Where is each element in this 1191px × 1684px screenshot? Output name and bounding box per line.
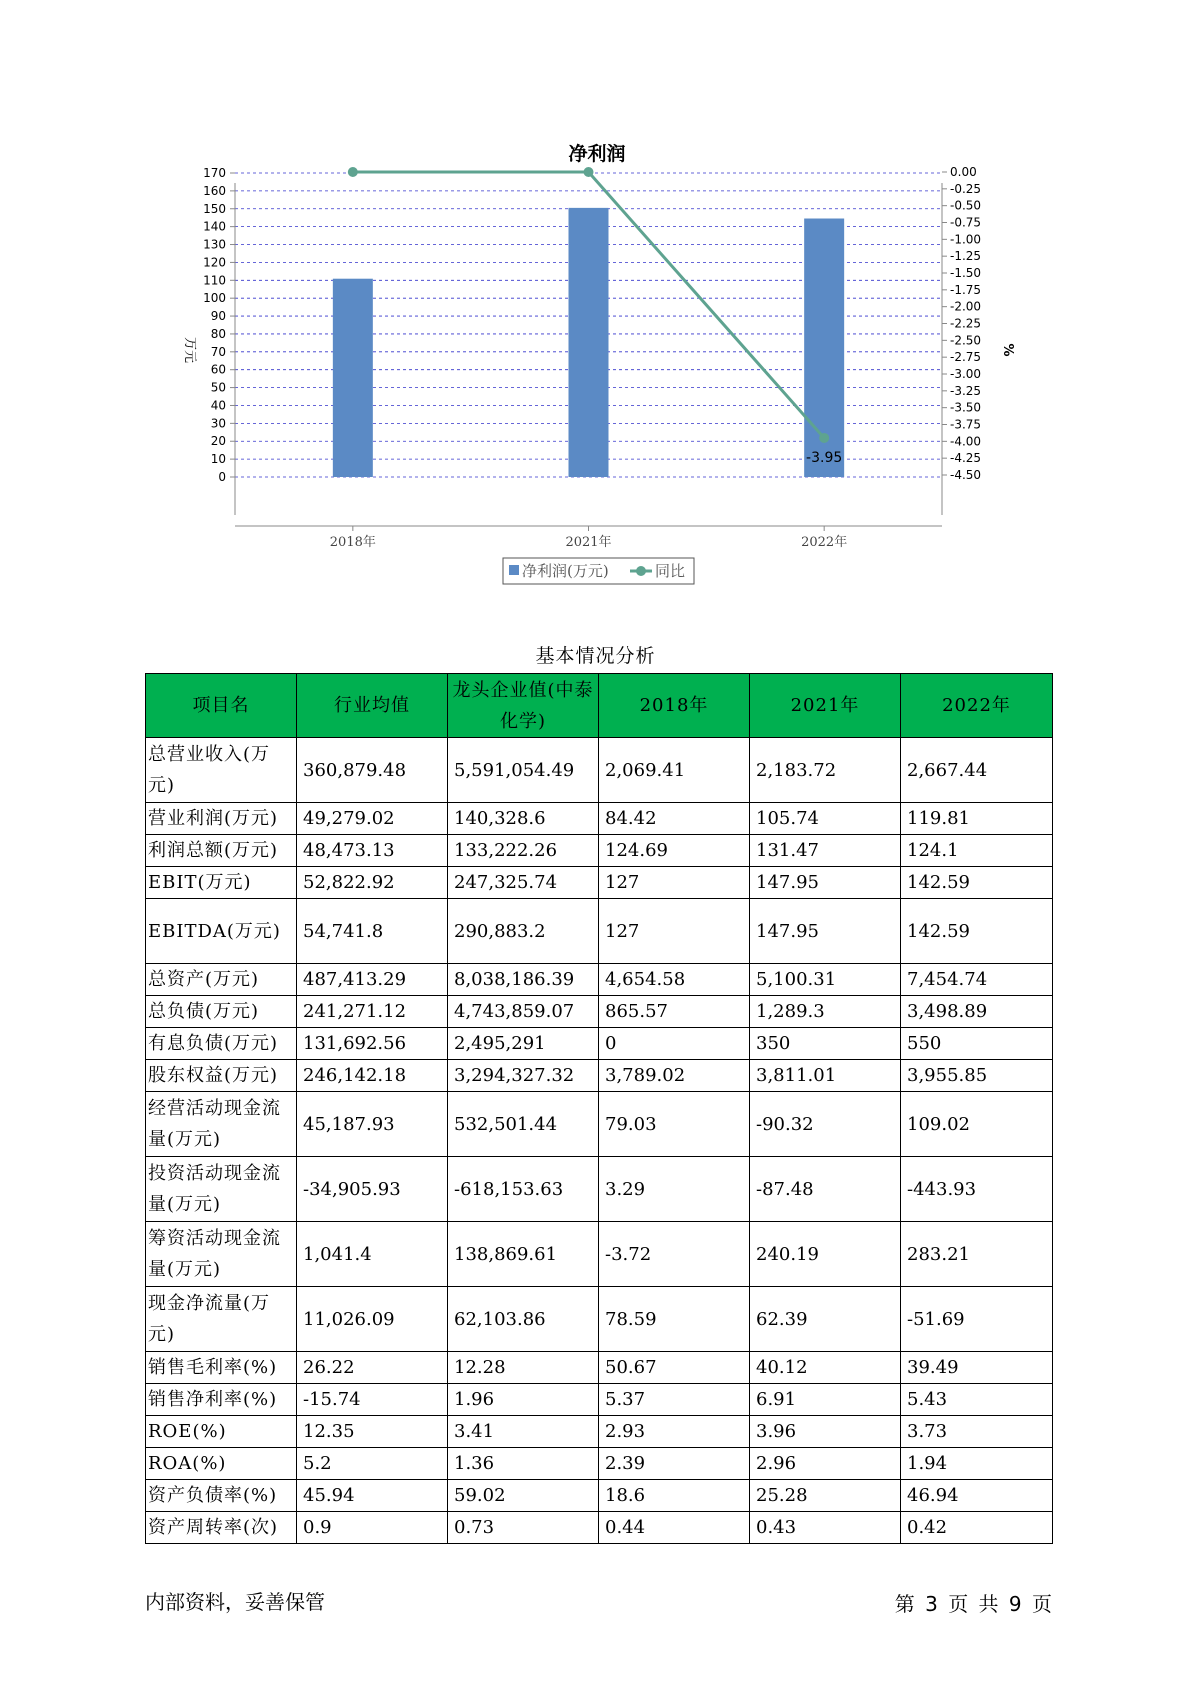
row-label: 销售净利率(%) [146,1384,297,1416]
value-2022: -51.69 [901,1287,1053,1352]
value-2021: 147.95 [750,899,901,964]
value-2021: 6.91 [750,1384,901,1416]
row-label: 销售毛利率(%) [146,1352,297,1384]
footer-page-number: 第 3 页 共 9 页 [894,1592,1052,1616]
table-header-row [146,674,1053,738]
x-tick-label: 2021年 [565,535,612,550]
value-2018: 865.57 [599,996,750,1028]
table-row [146,867,1053,899]
row-label: 营业利润(万元) [146,803,297,835]
leader-value: 3,294,327.32 [448,1060,599,1092]
bar [569,208,609,477]
value-2022: 124.1 [901,835,1053,867]
value-2021: -87.48 [750,1157,901,1222]
y2-tick-label: -3.00 [950,367,982,381]
table-row [146,1480,1053,1512]
leader-value: 5,591,054.49 [448,738,599,803]
value-2022: 2,667.44 [901,738,1053,803]
legend-swatch-marker [636,566,646,576]
leader-value: 59.02 [448,1480,599,1512]
y-tick-label: 40 [210,398,226,413]
value-2021: 2.96 [750,1448,901,1480]
table-row [146,1157,1053,1222]
industry-avg: 48,473.13 [297,835,448,867]
leader-value: 8,038,186.39 [448,964,599,996]
value-2018: 79.03 [599,1092,750,1157]
y2-tick-label: -1.00 [950,232,982,247]
data-labels [806,450,842,466]
y-tick-label: 80 [210,326,226,341]
leader-value: 138,869.61 [448,1222,599,1287]
leader-value: 140,328.6 [448,803,599,835]
value-2022: 109.02 [901,1092,1053,1157]
table-row [146,1287,1053,1352]
industry-avg: 487,413.29 [297,964,448,996]
industry-avg: 45.94 [297,1480,448,1512]
value-2018: 50.67 [599,1352,750,1384]
value-2022: 7,454.74 [901,964,1053,996]
value-2022: 550 [901,1028,1053,1060]
x-axis-ticks [330,526,847,550]
line-point [348,167,358,177]
industry-avg: 49,279.02 [297,803,448,835]
industry-avg: 12.35 [297,1416,448,1448]
y-tick-label: 10 [210,452,226,467]
value-2018: 3,789.02 [599,1060,750,1092]
industry-avg: 45,187.93 [297,1092,448,1157]
y2-tick-label: -0.50 [950,198,982,213]
value-2022: 39.49 [901,1352,1053,1384]
leader-value: -618,153.63 [448,1157,599,1222]
table-body [146,738,1053,1544]
leader-value: 4,743,859.07 [448,996,599,1028]
value-2021: 25.28 [750,1480,901,1512]
value-2018: 3.29 [599,1157,750,1222]
chart-title: 净利润 [568,143,626,165]
value-2021: 131.47 [750,835,901,867]
x-tick-label: 2018年 [329,535,376,550]
table-row [146,738,1053,803]
table-title: 基本情况分析 [535,645,656,667]
y2-tick-label: -1.75 [950,282,982,297]
y2-tick-label: -1.25 [950,249,982,264]
leader-value: 3.41 [448,1416,599,1448]
value-2018: 2,069.41 [599,738,750,803]
footer-confidential: 内部资料，妥善保管 [145,1590,325,1614]
table-row [146,1448,1053,1480]
y2-tick-label: -4.50 [950,468,982,482]
value-2018: 0 [599,1028,750,1060]
y2-axis-label: % [1000,343,1015,357]
table-row [146,835,1053,867]
y-axis-ticks [203,166,235,484]
row-label: ROA(%) [146,1448,297,1480]
industry-avg: 360,879.48 [297,738,448,803]
y-tick-label: 20 [210,434,226,449]
value-2022: 0.42 [901,1512,1053,1544]
row-label: 经营活动现金流量(万元) [146,1092,297,1157]
y2-tick-label: -4.00 [950,434,982,449]
y2-axis-ticks [942,165,981,482]
y-tick-label: 120 [203,255,226,270]
table-row [146,1512,1053,1544]
y2-tick-label: -4.25 [950,451,982,466]
row-label: ROE(%) [146,1416,297,1448]
value-2021: 147.95 [750,867,901,899]
value-2022: 119.81 [901,803,1053,835]
y-tick-label: 170 [203,166,226,180]
table-row [146,899,1053,964]
leader-value: 62,103.86 [448,1287,599,1352]
net-profit-chart [0,130,1191,600]
value-2022: -443.93 [901,1157,1053,1222]
y2-tick-label: -3.50 [950,400,982,415]
y2-tick-label: -1.50 [950,266,982,280]
value-2022: 142.59 [901,899,1053,964]
y-axis-label: 万元 [182,336,197,364]
y-tick-label: 30 [210,416,226,431]
industry-avg: 246,142.18 [297,1060,448,1092]
chart-legend [503,558,694,584]
y-tick-label: 70 [210,344,226,359]
value-2018: 2.39 [599,1448,750,1480]
leader-value: 1.36 [448,1448,599,1480]
y2-tick-label: -0.25 [950,181,982,196]
value-2021: 350 [750,1028,901,1060]
industry-avg: 11,026.09 [297,1287,448,1352]
y2-tick-label: -2.75 [950,350,982,365]
value-2018: 127 [599,899,750,964]
y-tick-label: 0 [218,470,226,484]
industry-avg: 54,741.8 [297,899,448,964]
y-tick-label: 100 [203,291,226,306]
row-label: 资产负债率(%) [146,1480,297,1512]
table-row [146,803,1053,835]
value-2021: 5,100.31 [750,964,901,996]
row-label: 资产周转率(次) [146,1512,297,1544]
value-2018: 78.59 [599,1287,750,1352]
table-row [146,1384,1053,1416]
value-2022: 3,498.89 [901,996,1053,1028]
table-row [146,1092,1053,1157]
row-label: 有息负债(万元) [146,1028,297,1060]
value-2021: 3,811.01 [750,1060,901,1092]
row-label: 筹资活动现金流量(万元) [146,1222,297,1287]
value-2021: 62.39 [750,1287,901,1352]
table-row [146,964,1053,996]
value-2018: 4,654.58 [599,964,750,996]
industry-avg: 5.2 [297,1448,448,1480]
table-row [146,1060,1053,1092]
leader-value: 12.28 [448,1352,599,1384]
leader-value: 532,501.44 [448,1092,599,1157]
value-2022: 46.94 [901,1480,1053,1512]
value-2021: 1,289.3 [750,996,901,1028]
y2-tick-label: -3.25 [950,383,982,398]
value-2018: 127 [599,867,750,899]
row-label: 总负债(万元) [146,996,297,1028]
table-row [146,1416,1053,1448]
row-label: 股东权益(万元) [146,1060,297,1092]
x-tick-label: 2022年 [801,535,848,550]
value-2022: 3,955.85 [901,1060,1053,1092]
y-tick-label: 60 [210,362,226,377]
value-2018: 18.6 [599,1480,750,1512]
row-label: 利润总额(万元) [146,835,297,867]
basic-analysis-table [145,673,1053,1544]
line-point [584,167,594,177]
value-2018: 84.42 [599,803,750,835]
value-2021: 3.96 [750,1416,901,1448]
table-row [146,996,1053,1028]
industry-avg: -34,905.93 [297,1157,448,1222]
industry-avg: -15.74 [297,1384,448,1416]
y2-tick-label: -0.75 [950,215,982,230]
leader-value: 290,883.2 [448,899,599,964]
value-2021: 2,183.72 [750,738,901,803]
header-leader-value: 龙头企业值(中泰化学) [448,674,599,738]
row-label: 现金净流量(万元) [146,1287,297,1352]
table-row [146,1028,1053,1060]
value-2018: 5.37 [599,1384,750,1416]
y2-tick-label: -2.00 [950,299,982,314]
header-year-2022: 2022年 [901,674,1053,738]
y-tick-label: 130 [203,237,226,252]
legend-label-line: 同比 [655,562,686,580]
y2-tick-label: -2.25 [950,316,982,331]
y-tick-label: 50 [210,380,226,395]
y-tick-label: 160 [203,183,226,198]
value-2018: 2.93 [599,1416,750,1448]
leader-value: 1.96 [448,1384,599,1416]
value-2022: 3.73 [901,1416,1053,1448]
y-tick-label: 90 [210,309,226,324]
value-2022: 283.21 [901,1222,1053,1287]
value-2021: 40.12 [750,1352,901,1384]
industry-avg: 131,692.56 [297,1028,448,1060]
bar [333,279,373,477]
industry-avg: 241,271.12 [297,996,448,1028]
industry-avg: 26.22 [297,1352,448,1384]
value-2018: 124.69 [599,835,750,867]
value-2022: 5.43 [901,1384,1053,1416]
leader-value: 247,325.74 [448,867,599,899]
value-2021: 0.43 [750,1512,901,1544]
value-2022: 142.59 [901,867,1053,899]
y-tick-label: 110 [203,273,226,288]
value-2018: 0.44 [599,1512,750,1544]
legend-label-bar: 净利润(万元) [522,562,609,580]
y-tick-label: 150 [203,201,226,216]
leader-value: 2,495,291 [448,1028,599,1060]
header-item-name: 项目名 [146,674,297,738]
y2-tick-label: -2.50 [950,333,982,348]
industry-avg: 1,041.4 [297,1222,448,1287]
value-2021: 105.74 [750,803,901,835]
line-point [819,433,829,443]
data-label: -3.95 [806,449,843,466]
row-label: EBIT(万元) [146,867,297,899]
header-year-2021: 2021年 [750,674,901,738]
y-tick-label: 140 [203,219,226,234]
row-label: 投资活动现金流量(万元) [146,1157,297,1222]
value-2021: 240.19 [750,1222,901,1287]
value-2021: -90.32 [750,1092,901,1157]
industry-avg: 52,822.92 [297,867,448,899]
header-industry-avg: 行业均值 [297,674,448,738]
row-label: 总资产(万元) [146,964,297,996]
industry-avg: 0.9 [297,1512,448,1544]
table-row [146,1222,1053,1287]
leader-value: 133,222.26 [448,835,599,867]
bar-series [333,208,844,477]
row-label: EBITDA(万元) [146,899,297,964]
value-2018: -3.72 [599,1222,750,1287]
legend-swatch-bar [509,565,519,575]
value-2022: 1.94 [901,1448,1053,1480]
y2-tick-label: 0.00 [950,165,977,179]
y2-tick-label: -3.75 [950,417,982,432]
table-row [146,1352,1053,1384]
header-year-2018: 2018年 [599,674,750,738]
leader-value: 0.73 [448,1512,599,1544]
row-label: 总营业收入(万元) [146,738,297,803]
